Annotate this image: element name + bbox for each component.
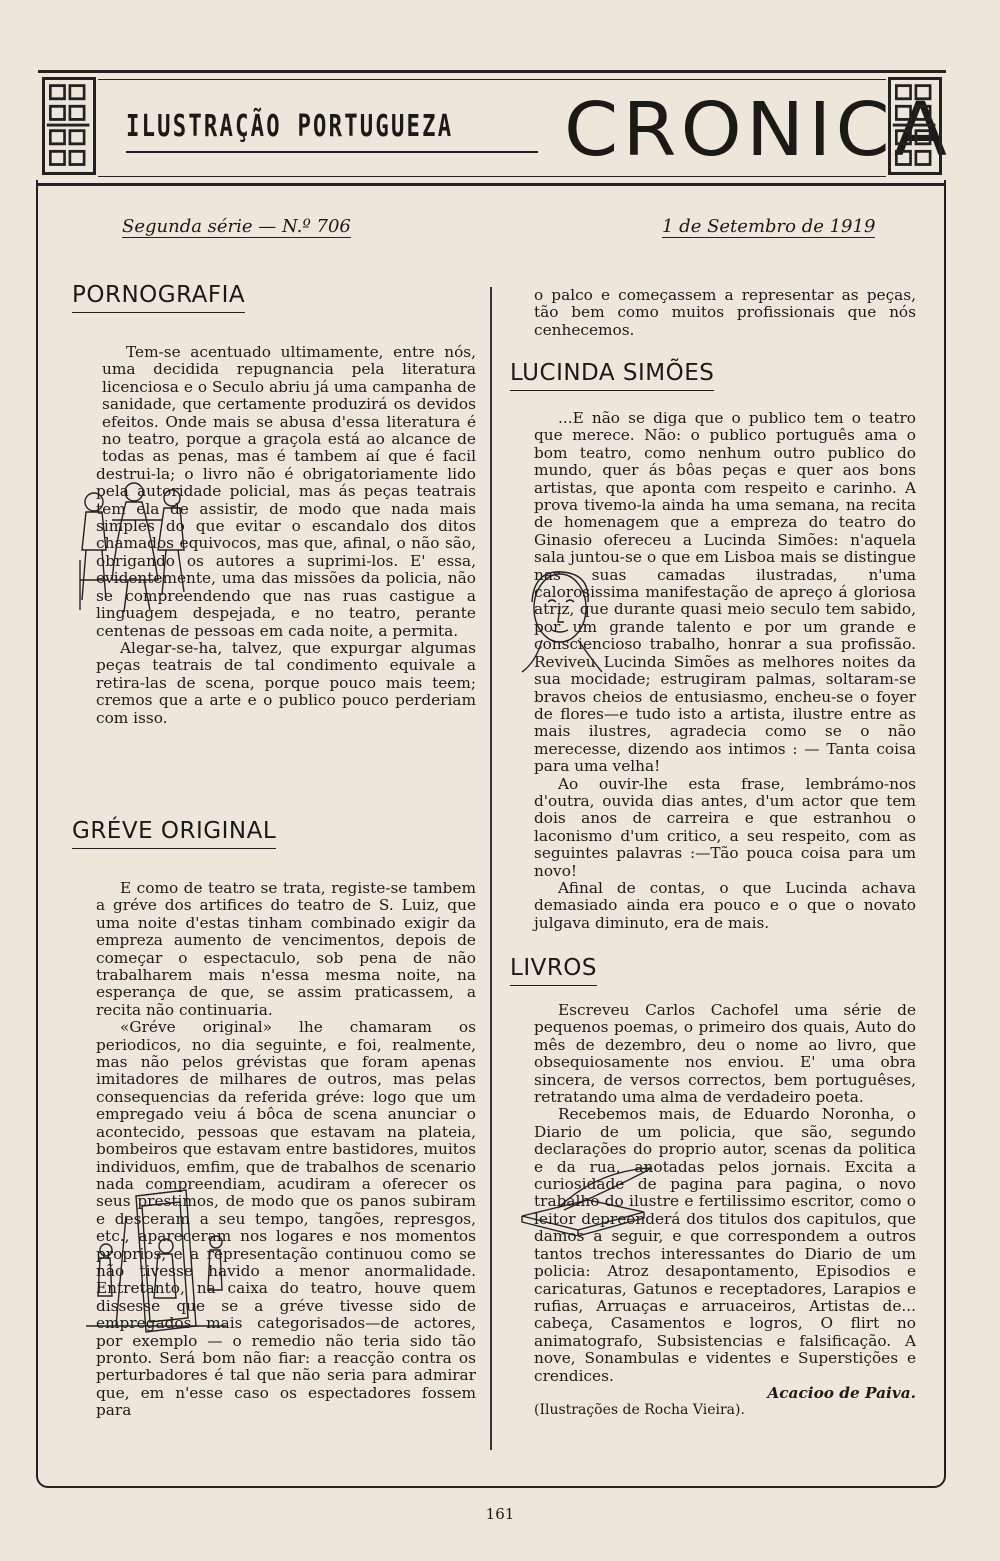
section-title: CRONICA	[564, 87, 952, 173]
heading-greve: GRÉVE ORIGINAL	[72, 818, 276, 849]
paragraph: ...E não se diga que o publico tem o teatro que merece. Não: o publico português ama o bom teatro, como nenhum outro publico do mundo, quer ás bôas peças e quer aos bons artistas, que aponta com respeito e carinho. A prova tivemo-la ainda ha uma semana, na recita de homenagem que a empreza do teatro do Ginasio ofereceu a Lucinda Simões: n'aquela sala juntou-se o que em Lisboa mais se distingue nas suas camadas ilustradas, n'uma calorosissima manifestação de apreço á gloriosa atriz, que durante quasi meio seculo tem sabido, por um grande talento e por um grande e consciencioso trabalho, honrar a sua profissão. Reviveu Lucinda Simões as melhores noites da sua mocidade; estrugiram palmas, soltaram-se bravos cheios de entusiasmo, encheu-se o foyer de flores—e tudo isto a artista, ilustre entre as mais ilustres, agradecia como se o não merecesse, dizendo aos intimos : — Tanta coisa para uma velha!	[534, 409, 916, 776]
ornament-icon	[42, 77, 96, 175]
ornament-icon	[888, 77, 942, 175]
cabaret-illustration	[72, 480, 202, 624]
title-underline	[126, 151, 538, 153]
heading-lucinda: LUCINDA SIMÕES	[510, 360, 714, 391]
paragraph: o palco e começassem a representar as peças, tão bem como muitos profissionais que nós cenhecemos.	[534, 286, 916, 339]
frame-bottom-border	[36, 1470, 946, 1488]
paragraph: E como de teatro se trata, registe-se tambem a gréve dos artifices do teatro de S. Luiz, que uma noite d'estas tinham combinado exigir da empreza aumento de vencimentos, depois de começar o espectaculo, sob pena de não trabalharem mais n'essa mesma noite, na esperança de que, se assim praticassem, a recita não continuaria.	[96, 879, 476, 1019]
heading-pornografia: PORNOGRAFIA	[72, 282, 245, 313]
column-divider	[490, 287, 492, 1450]
paragraph: Escreveu Carlos Cachofel uma série de pequenos poemas, o primeiro dos quais, Auto do mês de dezembro, deu o nome ao livro, que obsequiosamente nos enviou. E' uma obra sincera, de versos correctos, bem portuguêses, retratando uma alma de verdadeiro poeta.	[534, 1001, 916, 1107]
stage-illustration	[76, 1186, 226, 1340]
portrait-illustration	[512, 562, 608, 696]
issue-date: 1 de Setembro de 1919	[662, 216, 876, 237]
paragraph: Tem-se acentuado ultimamente, entre nós, uma decidida repugnancia pela literatura licenciosa e o Seculo abriu já uma campanha de sanidade, que certamente produzirá os devidos efeitos. Onde mais se abusa d'essa literatura é no teatro, porque a graçola está ao alcance de todas as penas, mas é tambem aí que é facil destrui-la; o livro não é obrigatoriamente lido pela autoridade policial, mas ás peças teatrais tem ela de assistir, de modo que nada mais simples do que evitar o escandalo dos ditos chamados equivocos, mas que, afinal, o não são, obrigando os autores a suprimi-los. E' essa, evidentemente, uma das missões da policia, não se compreendendo que nas ruas castigue a linguagem despejada, e no teatro, perante centenas de pessoas em cada noite, a permita.	[96, 343, 476, 640]
article-greve-continued	[534, 287, 916, 339]
paragraph: Alegar-se-ha, talvez, que expurgar algumas peças teatrais de tal condimento equivale a retira-las de scena, porque pouco mais teem; cremos que a arte e o publico pouco perderiam com isso.	[96, 638, 476, 727]
issue-series: Segunda série — N.º 706	[122, 216, 351, 237]
paragraph: Recebemos mais, de Eduardo Noronha, o Diario de um policia, que são, segundo declarações do proprio autor, scenas da politica e da rua, anotadas pelos jornais. Excita a curiosidade de pagina para pagina, o novo trabalho do ilustre e fertilissimo escritor, como o leitor depreenderá dos titulos dos capitulos, que damos a seguir, e que correspondem a outros tantos trechos interessantes do Diario de um policia: Atroz desapontamento, Episodios e caricaturas, Gatunos e receptadores, Larapios e rufias, Arruaças e arruaceiros, Artistas de... cabeça, Casamentos e logros, O flirt no animatografo, Subsistencias e falsificação. A nove, Sonambulas e videntes e Superstições e crendices.	[534, 1105, 916, 1385]
paragraph: «Gréve original» lhe chamaram os periodicos, no dia seguinte, e foi, realmente, mas não pelos grévistas que foram apenas imitadores de milhares de outros, mas pelas consequencias da referida gréve: logo que um empregado veiu á bôca de scena anunciar o acontecido, pessoas que estavam na plateia, bombeiros que estavam entre bastidores, muitos individuos, emfim, que de trabalhos de scenario nada compreendiam, acudiram a oferecer os seus prestimos, de modo que os panos subiram e desceram a seu tempo, tangões, represgos, etc., apareceram nos logares e nos momentos proprios, e a representação continuou como se não tivesse havido a menor anormalidade. Entretanto, na caixa do teatro, houve quem dissesse que se a gréve tivesse sido de empregados mais categorisados—de actores, por exemplo — o remedio não teria sido tão pronto. Será bom não fiar: a reacção contra os perturbadores é tal que não seria para admirar que, em n'esse caso os espectadores fossem para	[96, 1018, 476, 1420]
author-signature: Acacioo de Paiva.	[767, 1383, 916, 1402]
frame-left-border	[36, 180, 38, 1472]
paragraph: Ao ouvir-lhe esta frase, lembrámo-nos d'outra, ouvida dias antes, d'um actor que tem dois anos de carreira e que estranhou o laconismo d'um critico, a seu respeito, com as seguintes palavras :—Tão pouca coisa para um novo!	[534, 774, 916, 880]
magazine-title: ILUSTRAÇÃO PORTUGUEZA	[126, 109, 454, 144]
illustration-credits: (Ilustrações de Rocha Vieira).	[534, 1402, 745, 1419]
page-number: 161	[485, 1505, 515, 1523]
masthead	[38, 70, 952, 186]
quill-book-illustration	[518, 1166, 658, 1240]
heading-livros: LIVROS	[510, 955, 597, 986]
frame-right-border	[944, 180, 946, 1472]
paragraph: Afinal de contas, o que Lucinda achava demasiado ainda era pouco e o que o novato julgava diminuto, era de mais.	[534, 878, 916, 932]
